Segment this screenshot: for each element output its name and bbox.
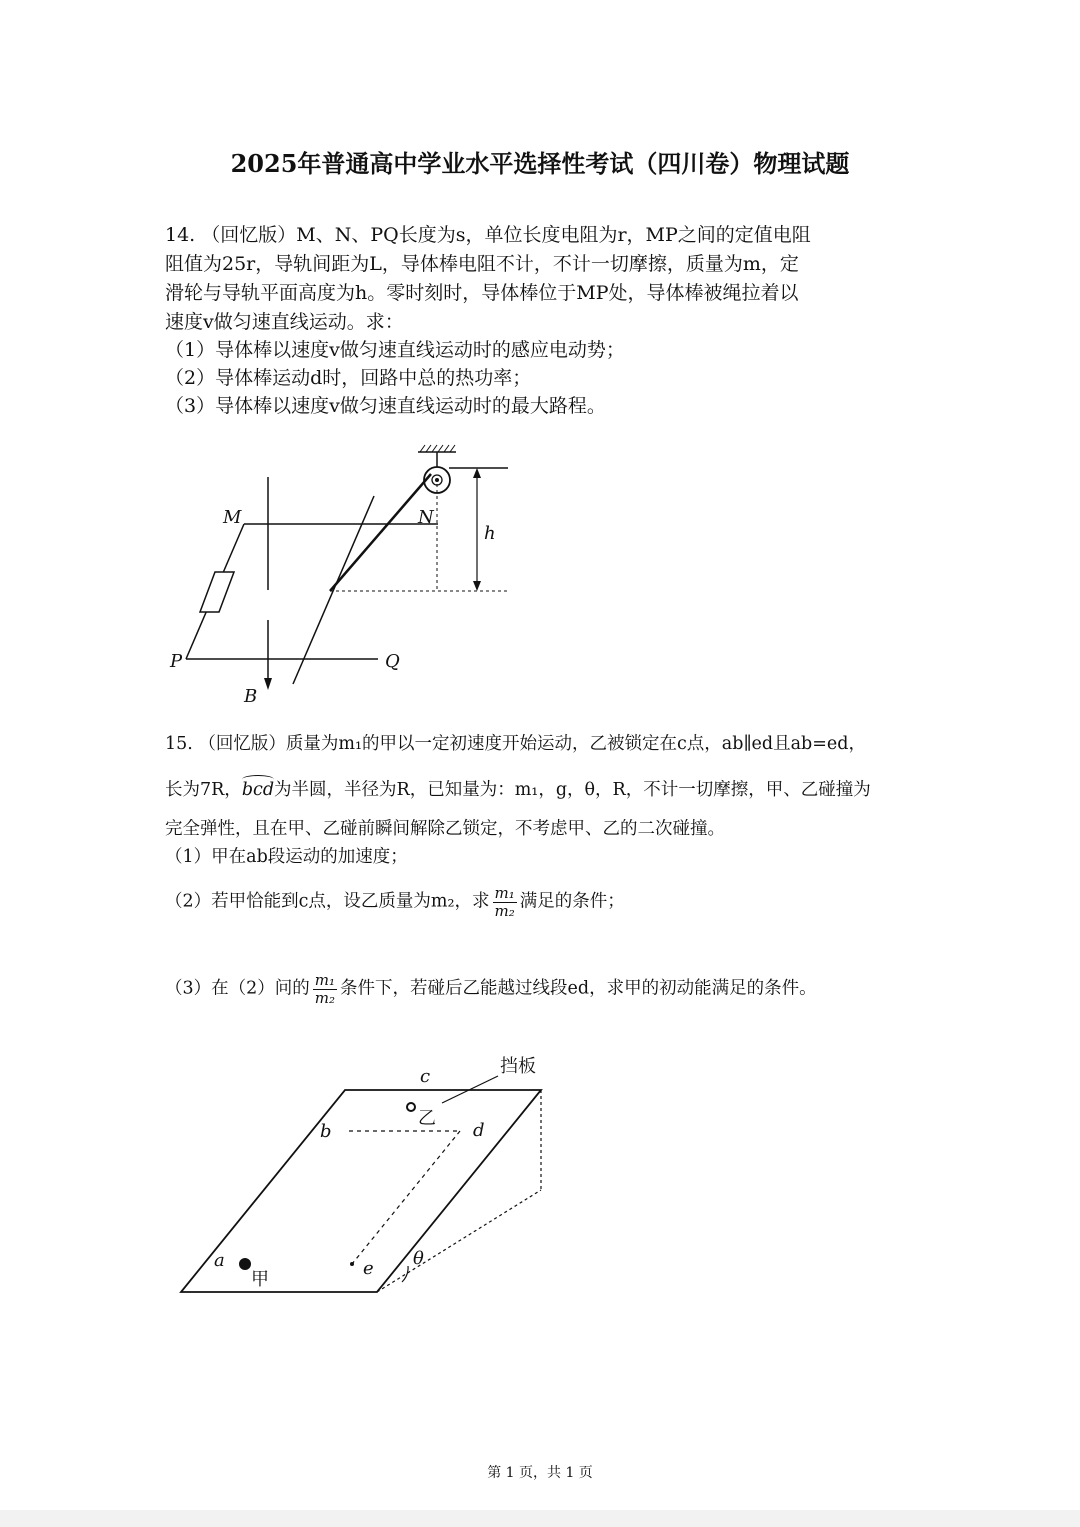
label-yi: 乙 (418, 1108, 436, 1129)
label-baffle: 挡板 (500, 1056, 536, 1077)
bottom-band (0, 1510, 1080, 1527)
label-a: a (214, 1250, 225, 1271)
q15-sub-3a: （3）在（2）问的 (165, 978, 310, 999)
q15-sub-2a: （2）若甲恰能到c点，设乙质量为m₂，求 (165, 891, 490, 912)
label-jia: 甲 (251, 1269, 269, 1290)
label-b: b (320, 1121, 332, 1142)
q14-sub-3: （3）导体棒以速度v做匀速直线运动时的最大路程。 (165, 395, 606, 417)
q14-line-2: 阻值为25r，导轨间距为L，导体棒电阻不计，不计一切摩擦，质量为m，定 (165, 253, 799, 275)
fraction-m1-m2: $\frac{\text{m₁}}{\text{m₂}}$ (494, 884, 515, 920)
fraction-m1-m2-2: $\frac{\text{m₁}}{\text{m₂}}$ (314, 971, 336, 1007)
q15-line-2a: 长为7R， (165, 780, 242, 800)
arc-bcd: bcd (241, 780, 275, 800)
q15-line-3: 完全弹性，且在甲、乙碰前瞬间解除乙锁定，不考虑甲、乙的二次碰撞。 (165, 819, 725, 839)
q14-line-3: 滑轮与导轨平面高度为h。零时刻时，导体棒位于MP处，导体棒被绳拉着以 (165, 282, 799, 304)
label-Q: Q (385, 651, 400, 672)
q14-sub-2: （2）导体棒运动d时，回路中总的热功率； (165, 367, 532, 389)
q15-line-1: 15. （回忆版）质量为m₁的甲以一定初速度开始运动，乙被锁定在c点，ab∥ed且ab=ed， (165, 734, 866, 754)
label-P: P (170, 651, 183, 672)
label-N: N (418, 507, 434, 528)
label-e: e (363, 1258, 374, 1279)
q14-sub-1: （1）导体棒以速度v做匀速直线运动时的感应电动势； (165, 339, 625, 361)
page-footer: 第 1 页，共 1 页 (487, 1465, 593, 1481)
q15-sub-2b: 满足的条件； (519, 891, 625, 912)
label-theta: θ (413, 1248, 424, 1269)
page-title: 2025年普通高中学业水平选择性考试（四川卷）物理试题 (230, 149, 850, 178)
q15-line-2b: 为半圆，半径为R，已知量为：m₁，g，θ，R，不计一切摩擦，甲、乙碰撞为 (274, 780, 871, 800)
label-d: d (473, 1120, 485, 1141)
label-h: h (484, 523, 496, 544)
label-B: B (244, 686, 258, 707)
q14-line-1: 14. （回忆版）M、N、PQ长度为s，单位长度电阻为r，MP之间的定值电阻 (165, 224, 811, 246)
q15-sub-3b: 条件下，若碰后乙能越过线段ed，求甲的初动能满足的条件。 (340, 978, 817, 999)
q14-line-4: 速度v做匀速直线运动。求： (165, 311, 404, 333)
label-c: c (420, 1066, 431, 1087)
q15-sub-1: （1）甲在ab段运动的加速度； (165, 847, 408, 867)
label-M: M (223, 507, 242, 528)
